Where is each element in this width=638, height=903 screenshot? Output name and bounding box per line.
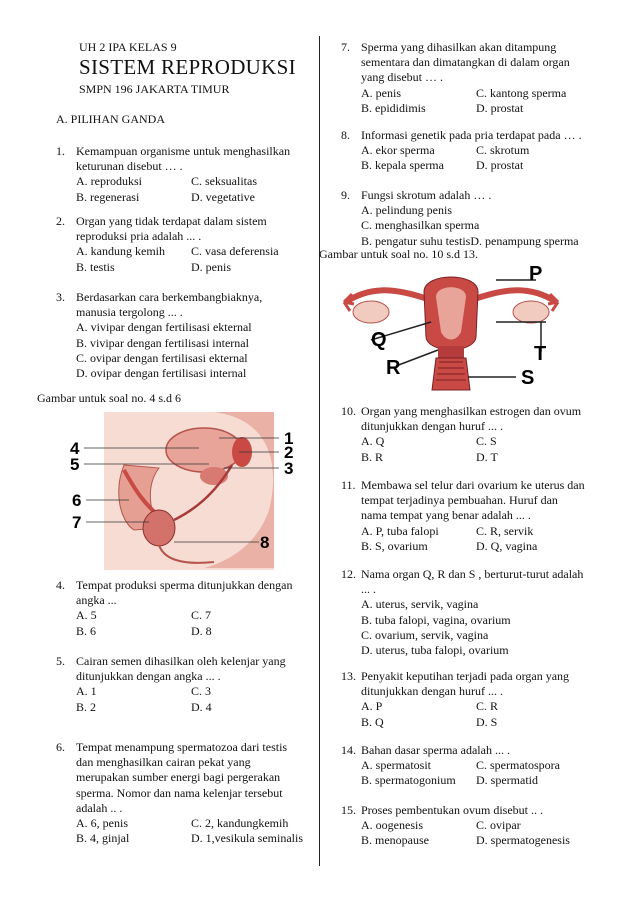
answer-option[interactable]: C. R	[476, 699, 499, 714]
answer-option[interactable]: C. S	[476, 434, 497, 449]
answer-option[interactable]: D. uterus, tuba falopi, ovarium	[361, 643, 509, 657]
question-number: 13.	[341, 669, 356, 683]
question-text: angka ...	[76, 593, 117, 608]
label-T: T	[534, 343, 547, 365]
answer-option[interactable]: A. spermatosit	[361, 758, 431, 773]
answer-option[interactable]: C. 2, kandungkemih	[191, 816, 289, 830]
question-text: yang disebut … .	[361, 70, 443, 85]
answer-option[interactable]: A. P, tuba falopi	[361, 523, 439, 538]
exam-code: UH 2 IPA KELAS 9	[79, 40, 177, 54]
answer-option[interactable]: D. 1,vesikula seminalis	[191, 831, 303, 846]
label-1: 1	[284, 429, 294, 448]
answer-option[interactable]: D. 4	[191, 699, 212, 714]
answer-option[interactable]: B. R	[361, 449, 384, 464]
question-text: Cairan semen dihasilkan oleh kelenjar yang	[76, 654, 286, 668]
question-text: ditunjukkan dengan huruf ... .	[361, 419, 503, 434]
label-4: 4	[70, 439, 80, 458]
label-P: P	[529, 263, 543, 285]
answer-option[interactable]: D. ovipar dengan fertilisasi internal	[76, 366, 247, 380]
answer-option[interactable]: C. kantong sperma	[476, 85, 567, 100]
answer-option[interactable]: C. skrotum	[476, 143, 530, 158]
question-text: reproduksi pria adalah ... .	[76, 229, 202, 244]
tube-left	[346, 290, 431, 302]
answer-option[interactable]: C. spermatospora	[476, 758, 560, 773]
ovary-left	[353, 301, 389, 323]
question-text: Membawa sel telur dari ovarium ke uterus dan	[361, 478, 585, 492]
label-7: 7	[72, 513, 82, 532]
question-text: ditunjukkan dengan angka ... .	[76, 669, 221, 684]
answer-option[interactable]: B. menopause	[361, 833, 429, 848]
answer-option[interactable]: B. 6	[76, 623, 97, 638]
answer-option[interactable]: D. prostat	[476, 158, 524, 173]
testis-shape	[143, 510, 175, 546]
answer-option[interactable]: A. uterus, servik, vagina	[361, 597, 479, 612]
label-6: 6	[72, 491, 82, 510]
question-text: sementara dan dimatangkan di dalam organ	[361, 55, 570, 70]
answer-option[interactable]: B. spermatogonium	[361, 773, 456, 788]
answer-option[interactable]: A. reproduksi	[76, 174, 142, 189]
question-text: Organ yang tidak terdapat dalam sistem	[76, 214, 267, 228]
label-Q: Q	[371, 329, 387, 351]
answer-option[interactable]: B. testis	[76, 259, 115, 274]
answer-option[interactable]: D. spermatid	[476, 773, 538, 788]
question-number: 5.	[56, 654, 65, 668]
answer-option[interactable]: D. penis	[191, 259, 231, 274]
answer-option[interactable]: A. P	[361, 699, 383, 714]
answer-option[interactable]: B. tuba falopi, vagina, ovarium	[361, 612, 511, 627]
female-reproductive-diagram	[336, 262, 566, 392]
question-number: 7.	[341, 40, 350, 54]
question-text: manusia tergolong ... .	[76, 305, 183, 320]
question-text: adalah .. .	[76, 800, 123, 815]
question-text: Tempat produksi sperma ditunjukkan dengan	[76, 578, 293, 592]
question-text: ... .	[361, 582, 376, 597]
question-text: sperma. Nomor dan nama kelenjar tersebut	[76, 785, 283, 800]
answer-option[interactable]: C. 7	[191, 608, 212, 623]
answer-option[interactable]: B. kepala sperma	[361, 158, 444, 173]
question-text: Organ yang menghasilkan estrogen dan ovum	[361, 404, 582, 418]
question-text: Fungsi skrotum adalah … .	[361, 188, 492, 202]
figure-caption-female: Gambar untuk soal no. 10 s.d 13.	[319, 247, 478, 261]
question-number: 8.	[341, 128, 350, 142]
label-2: 2	[284, 443, 294, 462]
question-text: Berdasarkan cara berkembangbiaknya,	[76, 290, 263, 304]
answer-option[interactable]: D. prostat	[476, 100, 524, 115]
question-number: 11.	[341, 478, 356, 492]
question-number: 2.	[56, 214, 65, 228]
answer-option[interactable]: B. vivipar dengan fertilisasi internal	[76, 335, 249, 350]
question-text: Informasi genetik pada pria terdapat pada … .	[361, 128, 582, 142]
answer-option[interactable]: B. pengatur suhu testisD. penampung sperma	[361, 233, 579, 248]
question-number: 15.	[341, 803, 356, 817]
question-text: ditunjukkan dengan huruf ... .	[361, 684, 503, 699]
answer-option[interactable]: C. vasa deferensia	[191, 244, 279, 259]
page-title: SISTEM REPRODUKSI	[79, 55, 296, 79]
question-text: Proses pembentukan ovum disebut .. .	[361, 803, 543, 817]
question-number: 6.	[56, 740, 65, 754]
answer-option[interactable]: B. S, ovarium	[361, 538, 428, 553]
question-text: keturunan disebut … .	[76, 159, 183, 174]
answer-option[interactable]: A. Q	[361, 434, 385, 449]
question-text: Penyakit keputihan terjadi pada organ yang	[361, 669, 570, 683]
question-text: Sperma yang dihasilkan akan ditampung	[361, 40, 557, 54]
question-text: Bahan dasar sperma adalah ... .	[361, 743, 510, 757]
figure-caption-male: Gambar untuk soal no. 4 s.d 6	[37, 391, 181, 405]
answer-option[interactable]: B. epididimis	[361, 100, 426, 115]
answer-option[interactable]: B. 4, ginjal	[76, 831, 130, 846]
ovary-right	[513, 301, 549, 323]
answer-option[interactable]: B. regenerasi	[76, 189, 140, 204]
tube-right	[471, 290, 556, 302]
label-S: S	[521, 367, 535, 389]
answer-option[interactable]: C. ovipar	[476, 818, 521, 833]
question-text: nama tempat yang benar adalah ... .	[361, 508, 531, 523]
answer-option[interactable]: A. kandung kemih	[76, 244, 165, 259]
question-text: dan menghasilkan cairan pekat yang	[76, 755, 251, 770]
answer-option[interactable]: C. ovipar dengan fertilisasi ekternal	[76, 350, 248, 365]
question-text: Nama organ Q, R dan S , berturut-turut adalah	[361, 567, 584, 581]
answer-option[interactable]: D. S	[476, 714, 498, 729]
male-reproductive-diagram	[64, 410, 304, 572]
question-number: 1.	[56, 144, 65, 158]
label-R: R	[386, 357, 401, 379]
answer-option[interactable]: C. seksualitas	[191, 174, 257, 189]
question-number: 9.	[341, 188, 350, 202]
answer-option[interactable]: A. oogenesis	[361, 818, 423, 833]
answer-option[interactable]: C. menghasilkan sperma	[361, 218, 480, 233]
answer-option[interactable]: D. T	[476, 449, 498, 464]
cervix-shape	[438, 346, 464, 358]
answer-option[interactable]: C. R, servik	[476, 523, 534, 538]
answer-option[interactable]: A. pelindung penis	[361, 203, 452, 218]
answer-option[interactable]: A. 6, penis	[76, 816, 128, 830]
answer-option[interactable]: C. ovarium, servik, vagina	[361, 627, 489, 642]
question-number: 14.	[341, 743, 356, 757]
answer-option[interactable]: D. Q, vagina	[476, 538, 538, 553]
label-3: 3	[284, 459, 294, 478]
question-text: merupakan sumber energi bagi pergerakan	[76, 770, 281, 785]
answer-option[interactable]: D. vegetative	[191, 189, 255, 204]
question-number: 4.	[56, 578, 65, 592]
section-heading: A. PILIHAN GANDA	[56, 112, 165, 126]
answer-option[interactable]: A. 1	[76, 684, 97, 699]
question-text: Kemampuan organisme untuk menghasilkan	[76, 144, 291, 158]
answer-option[interactable]: B. 2	[76, 699, 97, 714]
answer-option[interactable]: A. vivipar dengan fertilisasi ekternal	[76, 320, 252, 335]
question-number: 3.	[56, 290, 65, 304]
label-8: 8	[260, 533, 270, 552]
label-5: 5	[70, 455, 80, 474]
answer-option[interactable]: D. 8	[191, 623, 212, 638]
answer-option[interactable]: A. ekor sperma	[361, 143, 435, 158]
question-number: 12.	[341, 567, 356, 581]
answer-option[interactable]: C. 3	[191, 684, 212, 699]
school-name: SMPN 196 JAKARTA TIMUR	[79, 82, 230, 96]
answer-option[interactable]: A. penis	[361, 85, 401, 100]
answer-option[interactable]: A. 5	[76, 608, 97, 623]
answer-option[interactable]: D. spermatogenesis	[476, 833, 570, 848]
answer-option[interactable]: B. Q	[361, 714, 384, 729]
question-text: Tempat menampung spermatozoa dari testis	[76, 740, 288, 754]
question-number: 10.	[341, 404, 356, 418]
column-divider	[319, 36, 320, 866]
question-text: tempat terjadinya pembuahan. Huruf dan	[361, 493, 558, 508]
